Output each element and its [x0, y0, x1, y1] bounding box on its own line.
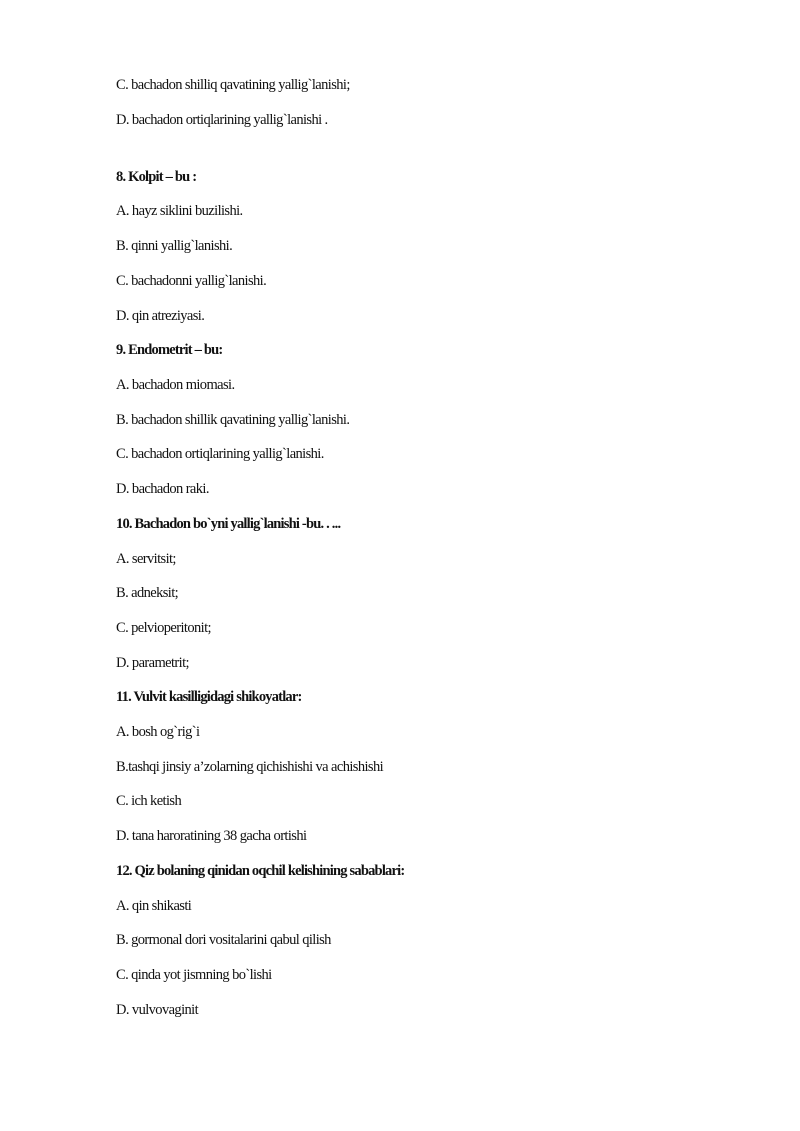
option-text: D. qin atreziyasi. — [116, 308, 205, 324]
option-text: A. bosh og`rig`i — [116, 724, 200, 740]
option-text: D. bachadon raki. — [116, 481, 209, 497]
option-text: D. tana haroratining 38 gacha ortishi — [116, 828, 307, 844]
question-heading: 11. Vulvit kasilligidagi shikoyatlar: — [116, 689, 302, 705]
option-text: C. bachadon ortiqlarining yallig`lanishi. — [116, 446, 324, 462]
option-text: D. vulvovaginit — [116, 1002, 199, 1018]
option-text: B. qinni yallig`lanishi. — [116, 238, 233, 254]
question-heading: 9. Endometrit – bu: — [116, 342, 223, 358]
option-text: C. qinda yot jismning bo`lishi — [116, 967, 272, 983]
question-heading: 12. Qiz bolaning qinidan oqchil kelishining sabablari: — [116, 863, 405, 879]
option-text: A. servitsit; — [116, 551, 176, 567]
option-text: B. gormonal dori vositalarini qabul qilish — [116, 932, 331, 948]
question-heading: 8. Kolpit – bu : — [116, 169, 197, 185]
option-text: C. pelvioperitonit; — [116, 620, 211, 636]
option-text: C. bachadonni yallig`lanishi. — [116, 273, 267, 289]
option-text: C. ich ketish — [116, 793, 182, 809]
option-text: A. bachadon miomasi. — [116, 377, 235, 393]
option-text: B. adneksit; — [116, 585, 179, 601]
option-text: D. parametrit; — [116, 655, 189, 671]
question-heading: 10. Bachadon bo`yni yallig`lanishi -bu. . ... — [116, 516, 341, 532]
option-text: B.tashqi jinsiy a’zolarning qichishishi va achishishi — [116, 759, 384, 775]
option-text: B. bachadon shillik qavatining yallig`lanishi. — [116, 412, 350, 428]
option-text: D. bachadon ortiqlarining yallig`lanishi . — [116, 112, 328, 128]
option-text: A. qin shikasti — [116, 898, 192, 914]
option-text: C. bachadon shilliq qavatining yallig`lanishi; — [116, 77, 350, 93]
option-text: A. hayz siklini buzilishi. — [116, 203, 243, 219]
